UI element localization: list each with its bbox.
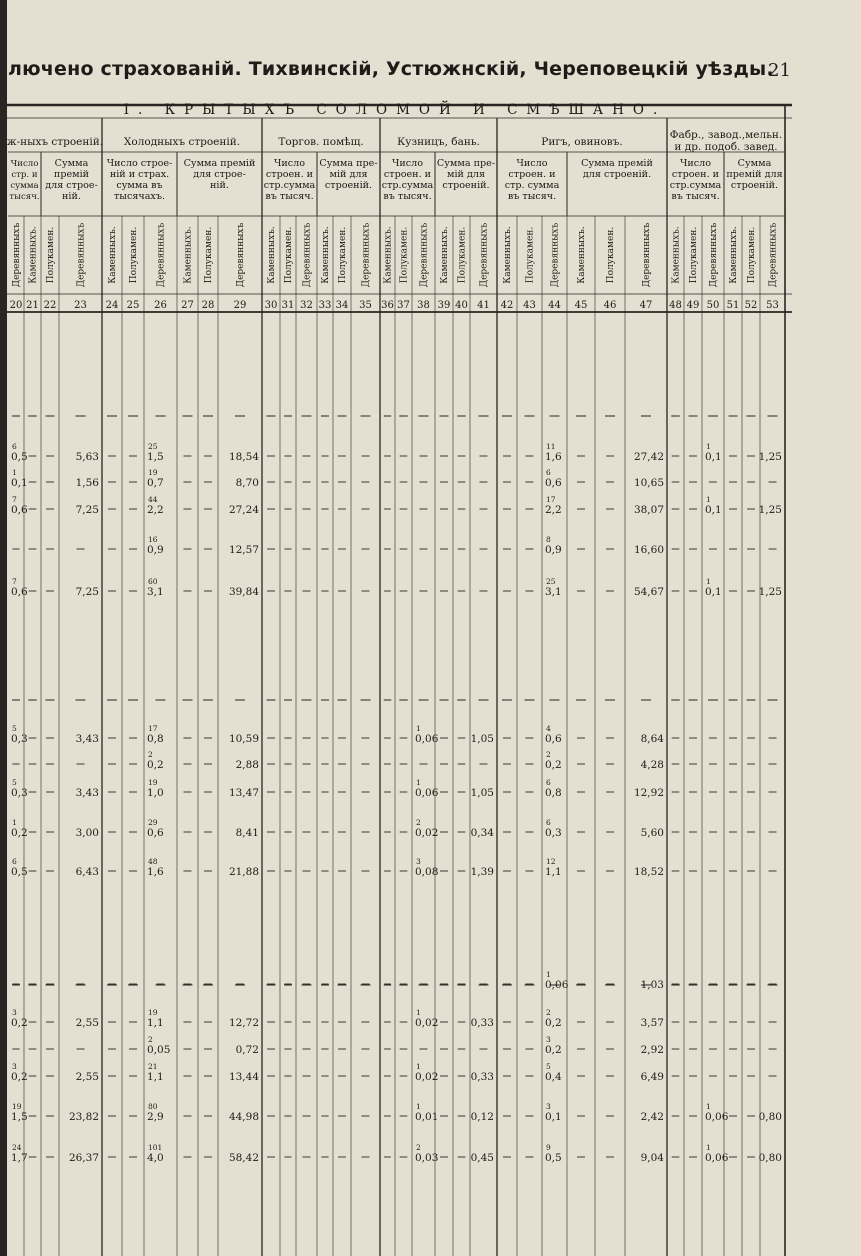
cell-count: 1 bbox=[416, 1008, 421, 1017]
subgroup-header: стр.сумма bbox=[669, 180, 722, 191]
cell-value: 3,43 bbox=[75, 787, 99, 799]
column-number: 53 bbox=[766, 300, 779, 311]
cell-count: 1 bbox=[706, 495, 711, 504]
subgroup-header: Число bbox=[516, 158, 548, 169]
cell-value: 2,2 bbox=[147, 504, 164, 516]
cell-value: 1,1 bbox=[147, 1071, 164, 1083]
cell-count: 80 bbox=[148, 1102, 158, 1111]
cell-count: 24 bbox=[12, 1143, 22, 1152]
cell-count: 2 bbox=[546, 750, 551, 759]
cell-value: 0,1 bbox=[705, 586, 722, 598]
cell-value: 16,60 bbox=[633, 544, 664, 556]
cell-value: 0,2 bbox=[545, 1044, 562, 1056]
cell-value: 0,3 bbox=[11, 733, 28, 745]
cell-count: 1 bbox=[706, 1102, 711, 1111]
cell-value: 9,04 bbox=[640, 1152, 664, 1164]
cell-count: 3 bbox=[416, 857, 421, 866]
cell-count: 2 bbox=[416, 1143, 421, 1152]
cell-count: 6 bbox=[546, 818, 551, 827]
subgroup-header: для строе- bbox=[193, 169, 246, 180]
cell-count: 2 bbox=[148, 750, 153, 759]
subgroup-header: сумма bbox=[10, 181, 39, 191]
page-number: 21 bbox=[768, 60, 791, 81]
subgroup-header: стр. сумма bbox=[504, 180, 560, 191]
material-header: Каменныхъ. bbox=[729, 226, 739, 284]
cell-value: 26,37 bbox=[68, 1152, 99, 1164]
column-number: 27 bbox=[181, 300, 194, 311]
cell-value: 0,6 bbox=[545, 733, 562, 745]
material-header: Каменныхъ. bbox=[577, 226, 587, 284]
cell-value: 0,5 bbox=[545, 1152, 562, 1164]
cell-value: 2,2 bbox=[545, 504, 562, 516]
column-number: 28 bbox=[201, 300, 215, 311]
cell-value: 0,06 bbox=[415, 733, 439, 745]
cell-value: 0,2 bbox=[11, 1071, 28, 1083]
material-header: Деревянныхъ bbox=[156, 222, 167, 288]
column-number: 49 bbox=[686, 300, 700, 311]
cell-count: 7 bbox=[12, 577, 17, 586]
cell-value: 1,5 bbox=[147, 451, 164, 463]
material-header: Каменныхъ. bbox=[383, 226, 394, 284]
subgroup-header: тысячахъ. bbox=[114, 191, 165, 202]
cell-value: 0,1 bbox=[705, 504, 722, 516]
subgroup-header: премій для bbox=[726, 169, 783, 180]
subgroup-header: Число bbox=[391, 158, 424, 169]
subgroup-header: строен. и bbox=[671, 169, 720, 180]
column-number: 20 bbox=[9, 300, 23, 311]
cell-count: 12 bbox=[546, 857, 556, 866]
cell-value: 0,5 bbox=[11, 866, 28, 878]
cell-count: 1 bbox=[706, 577, 711, 586]
subgroup-header: стр.сумма bbox=[381, 180, 434, 191]
cell-value: 0,7 bbox=[147, 477, 164, 489]
cell-count: 3 bbox=[546, 1102, 551, 1111]
subgroup-header: Число bbox=[10, 159, 39, 169]
cell-value: 6,43 bbox=[75, 866, 99, 878]
material-header: Каменныхъ. bbox=[671, 226, 682, 284]
subgroup-header: въ тысяч. bbox=[265, 191, 314, 202]
column-number: 38 bbox=[417, 300, 430, 311]
subgroup-header: строен. и bbox=[265, 169, 314, 180]
column-number: 39 bbox=[437, 300, 451, 311]
cell-count: 6 bbox=[12, 857, 17, 866]
subgroup-header: строеній. bbox=[324, 180, 373, 191]
cell-count: 1 bbox=[706, 1143, 711, 1152]
cell-value: 0,6 bbox=[11, 504, 28, 516]
cell-value: 0,1 bbox=[545, 1111, 562, 1123]
cell-value: 8,70 bbox=[235, 477, 259, 489]
material-header: Каменныхъ. bbox=[503, 226, 513, 284]
material-header: Деревянныхъ bbox=[479, 222, 490, 288]
material-header: Деревянныхъ bbox=[550, 222, 561, 288]
subgroup-header: строен. и bbox=[508, 169, 556, 180]
cell-value: 12,57 bbox=[228, 544, 259, 556]
group-header: и др. подоб. завед. bbox=[674, 141, 778, 153]
cell-value: 0,80 bbox=[758, 1111, 782, 1123]
material-header: Каменныхъ. bbox=[108, 226, 118, 284]
column-number: 45 bbox=[574, 300, 588, 311]
cell-value: 0,3 bbox=[545, 827, 562, 839]
material-header: Полукамен. bbox=[457, 226, 468, 284]
cell-value: 3,00 bbox=[75, 827, 99, 839]
cell-value: 21,88 bbox=[228, 866, 259, 878]
cell-value: 44,98 bbox=[228, 1111, 259, 1123]
cell-count: 11 bbox=[546, 442, 556, 451]
subgroup-header: Число строе- bbox=[106, 158, 173, 169]
cell-count: 5 bbox=[12, 724, 17, 733]
subgroup-header: въ тысяч. bbox=[383, 191, 432, 202]
subgroup-header: Сумма премій bbox=[183, 158, 256, 169]
column-number: 36 bbox=[381, 300, 394, 311]
cell-count: 17 bbox=[546, 495, 556, 504]
material-header: Полукамен. bbox=[525, 226, 536, 284]
cell-value: 27,42 bbox=[633, 451, 664, 463]
material-header: Полукамен. bbox=[46, 226, 56, 284]
cell-value: 0,12 bbox=[470, 1111, 494, 1123]
cell-count: 21 bbox=[148, 1062, 158, 1071]
cell-count: 6 bbox=[546, 468, 551, 477]
cell-value: 2,55 bbox=[75, 1071, 99, 1083]
subgroup-header: стр. и bbox=[11, 170, 38, 180]
cell-count: 6 bbox=[546, 778, 551, 787]
material-header: Каменныхъ. bbox=[321, 226, 331, 284]
cell-value: 0,2 bbox=[147, 759, 164, 771]
cell-value: 58,42 bbox=[228, 1152, 259, 1164]
column-number: 42 bbox=[500, 300, 514, 311]
material-header: Полукамен. bbox=[204, 226, 214, 284]
subgroup-header: ній. bbox=[62, 191, 81, 202]
cell-value: 0,1 bbox=[11, 477, 28, 489]
cell-value: 18,54 bbox=[228, 451, 259, 463]
cell-value: 1,05 bbox=[470, 787, 494, 799]
subgroup-header: Сумма пре- bbox=[319, 158, 378, 169]
column-number: 48 bbox=[669, 300, 682, 311]
cell-value: 8,64 bbox=[640, 733, 664, 745]
cell-count: 5 bbox=[12, 778, 17, 787]
subgroup-header: премій bbox=[53, 169, 90, 180]
cell-value: 0,8 bbox=[147, 733, 164, 745]
column-number: 35 bbox=[359, 300, 372, 311]
cell-count: 1 bbox=[416, 1062, 421, 1071]
cell-value: 2,42 bbox=[640, 1111, 664, 1123]
column-number: 22 bbox=[43, 300, 57, 311]
material-header: Деревянныхъ bbox=[642, 222, 652, 288]
cell-value: 0,6 bbox=[545, 477, 562, 489]
cell-value: 3,1 bbox=[545, 586, 562, 598]
cell-count: 17 bbox=[148, 724, 158, 733]
subgroup-header: строеній. bbox=[442, 180, 490, 191]
cell-value: 0,33 bbox=[470, 1071, 494, 1083]
material-header: Деревянныхъ bbox=[76, 222, 87, 288]
cell-value: 0,9 bbox=[545, 544, 562, 556]
material-header: Каменныхъ. bbox=[28, 226, 39, 284]
cell-value: 0,2 bbox=[11, 827, 28, 839]
column-number: 31 bbox=[281, 300, 295, 311]
subgroup-header: тысяч. bbox=[9, 192, 40, 202]
column-number: 37 bbox=[397, 300, 410, 311]
column-number: 34 bbox=[335, 300, 349, 311]
cell-count: 19 bbox=[148, 468, 158, 477]
cell-count: 3 bbox=[12, 1062, 17, 1071]
material-header: Каменныхъ. bbox=[267, 226, 277, 284]
material-header: Каменныхъ. bbox=[183, 226, 194, 284]
cell-value: 18,52 bbox=[633, 866, 664, 878]
material-header: Полукамен. bbox=[689, 226, 699, 284]
cell-value: 0,06 bbox=[415, 787, 439, 799]
cell-value: 7,25 bbox=[75, 504, 99, 516]
column-number: 23 bbox=[74, 300, 87, 311]
material-header: Деревянныхъ bbox=[361, 222, 372, 288]
subgroup-header: сумма въ bbox=[116, 180, 163, 191]
material-header: Деревянныхъ bbox=[419, 222, 430, 288]
cell-value: 2,92 bbox=[640, 1044, 664, 1056]
cell-value: 1,6 bbox=[147, 866, 164, 878]
material-header: Полукамен. bbox=[606, 226, 616, 284]
cell-count: 101 bbox=[148, 1143, 163, 1152]
subgroup-header: для строе- bbox=[45, 180, 98, 191]
cell-value: 23,82 bbox=[68, 1111, 99, 1123]
cell-value: 1,03 bbox=[640, 979, 664, 991]
cell-value: 0,01 bbox=[415, 1111, 439, 1123]
group-header: Холодныхъ строеній. bbox=[123, 136, 241, 148]
cell-value: 0,5 bbox=[11, 451, 28, 463]
cell-value: 2,88 bbox=[235, 759, 259, 771]
cell-value: 0,9 bbox=[147, 544, 164, 556]
cell-value: 1,25 bbox=[758, 504, 782, 516]
cell-count: 5 bbox=[546, 1062, 551, 1071]
cell-value: 0,8 bbox=[545, 787, 562, 799]
cell-count: 60 bbox=[148, 577, 158, 586]
cell-value: 4,28 bbox=[640, 759, 664, 771]
cell-value: 0,72 bbox=[235, 1044, 259, 1056]
cell-count: 1 bbox=[546, 970, 551, 979]
cell-count: 19 bbox=[148, 778, 158, 787]
cell-value: 0,6 bbox=[11, 586, 28, 598]
subgroup-header: въ тысяч. bbox=[671, 191, 720, 202]
column-number: 44 bbox=[548, 300, 561, 311]
cell-value: 1,1 bbox=[147, 1017, 164, 1029]
subgroup-header: строеній. bbox=[730, 180, 779, 191]
cell-value: 0,02 bbox=[415, 827, 439, 839]
cell-count: 4 bbox=[546, 724, 551, 733]
subgroup-header: Сумма пре- bbox=[436, 158, 496, 169]
material-header: Деревянныхъ bbox=[236, 222, 246, 288]
cell-value: 1,05 bbox=[470, 733, 494, 745]
cell-value: 0,05 bbox=[147, 1044, 171, 1056]
cell-value: 0,08 bbox=[415, 866, 439, 878]
cell-count: 44 bbox=[148, 495, 158, 504]
material-header: Полукамен. bbox=[747, 226, 757, 284]
cell-value: 38,07 bbox=[633, 504, 664, 516]
cell-count: 1 bbox=[416, 778, 421, 787]
cell-count: 1 bbox=[706, 442, 711, 451]
cell-count: 1 bbox=[416, 1102, 421, 1111]
subgroup-header: Сумма bbox=[737, 158, 772, 169]
cell-count: 16 bbox=[148, 535, 158, 544]
cell-value: 1,5 bbox=[11, 1111, 28, 1123]
subgroup-header: для строеній. bbox=[582, 169, 652, 180]
group-header: Ригъ, овиновъ. bbox=[541, 136, 623, 148]
cell-count: 3 bbox=[12, 1008, 17, 1017]
cell-value: 2,9 bbox=[147, 1111, 164, 1123]
cell-count: 3 bbox=[546, 1035, 551, 1044]
cell-count: 25 bbox=[546, 577, 556, 586]
column-number: 24 bbox=[105, 300, 119, 311]
cell-value: 0,80 bbox=[758, 1152, 782, 1164]
cell-value: 0,06 bbox=[705, 1152, 729, 1164]
cell-value: 12,92 bbox=[633, 787, 664, 799]
group-header: Торгов. помѣщ. bbox=[278, 136, 364, 148]
column-number: 32 bbox=[300, 300, 313, 311]
cell-value: 2,55 bbox=[75, 1017, 99, 1029]
cell-value: 1,39 bbox=[470, 866, 494, 878]
material-header: Полукамен. bbox=[399, 226, 410, 284]
cell-value: 0,45 bbox=[470, 1152, 494, 1164]
cell-value: 1,25 bbox=[758, 586, 782, 598]
cell-value: 0,03 bbox=[415, 1152, 439, 1164]
cell-value: 1,1 bbox=[545, 866, 562, 878]
cell-value: 39,84 bbox=[228, 586, 259, 598]
cell-value: 1,56 bbox=[75, 477, 99, 489]
cell-count: 1 bbox=[12, 818, 17, 827]
cell-count: 19 bbox=[12, 1102, 22, 1111]
cell-count: 2 bbox=[148, 1035, 153, 1044]
cell-value: 5,63 bbox=[75, 451, 99, 463]
cell-count: 1 bbox=[12, 468, 17, 477]
cell-value: 0,2 bbox=[545, 1017, 562, 1029]
cell-value: 0,33 bbox=[470, 1017, 494, 1029]
material-header: Полукамен. bbox=[338, 226, 348, 284]
material-header: Деревянныхъ bbox=[302, 222, 313, 288]
subgroup-header: ній. bbox=[210, 180, 229, 191]
subgroup-header: мій для bbox=[329, 169, 368, 180]
column-number: 33 bbox=[318, 300, 332, 311]
subgroup-header: въ тысяч. bbox=[507, 191, 557, 202]
cell-value: 0,3 bbox=[11, 787, 28, 799]
cell-value: 13,44 bbox=[228, 1071, 259, 1083]
cell-count: 7 bbox=[12, 495, 17, 504]
material-header: Деревянныхъ bbox=[12, 222, 22, 288]
cell-count: 8 bbox=[546, 535, 551, 544]
column-number: 30 bbox=[264, 300, 278, 311]
section-title: I. КРЫТЫХЪ СОЛОМОЙ И СМѢШАНО. bbox=[123, 102, 667, 118]
cell-count: 2 bbox=[546, 1008, 551, 1017]
cell-value: 6,49 bbox=[640, 1071, 664, 1083]
material-header: Полукамен. bbox=[129, 226, 139, 284]
cell-count: 25 bbox=[148, 442, 158, 451]
cell-value: 0,1 bbox=[705, 451, 722, 463]
material-header: Каменныхъ. bbox=[440, 226, 450, 284]
cell-value: 3,43 bbox=[75, 733, 99, 745]
group-header: ж-ныхъ строеній. bbox=[6, 136, 104, 148]
cell-value: 7,25 bbox=[75, 586, 99, 598]
cell-count: 19 bbox=[148, 1008, 158, 1017]
cell-count: 1 bbox=[416, 724, 421, 733]
cell-value: 1,7 bbox=[11, 1152, 28, 1164]
cell-value: 0,2 bbox=[11, 1017, 28, 1029]
group-header: Фабр., завод.,мельн. bbox=[669, 129, 783, 141]
cell-value: 0,02 bbox=[415, 1017, 439, 1029]
subgroup-header: Сумма bbox=[54, 158, 89, 169]
cell-count: 2 bbox=[416, 818, 421, 827]
cell-value: 13,47 bbox=[228, 787, 259, 799]
cell-value: 8,41 bbox=[235, 827, 259, 839]
cell-value: 12,72 bbox=[228, 1017, 259, 1029]
cell-value: 5,60 bbox=[640, 827, 664, 839]
cell-value: 1,25 bbox=[758, 451, 782, 463]
subgroup-header: ній и страх. bbox=[109, 169, 170, 180]
column-number: 46 bbox=[603, 300, 617, 311]
subgroup-header: мій для bbox=[446, 169, 486, 180]
cell-value: 3,1 bbox=[147, 586, 164, 598]
cell-value: 0,02 bbox=[415, 1071, 439, 1083]
column-number: 26 bbox=[154, 300, 167, 311]
subgroup-header: строен. и bbox=[383, 169, 432, 180]
cell-value: 0,4 bbox=[545, 1071, 562, 1083]
column-number: 47 bbox=[639, 300, 653, 311]
subgroup-header: Число bbox=[679, 158, 712, 169]
cell-count: 48 bbox=[148, 857, 158, 866]
cell-value: 0,06 bbox=[705, 1111, 729, 1123]
cell-value: 10,59 bbox=[228, 733, 259, 745]
column-number: 29 bbox=[233, 300, 247, 311]
cell-value: 0,2 bbox=[545, 759, 562, 771]
cell-value: 54,67 bbox=[633, 586, 664, 598]
material-header: Полукамен. bbox=[284, 226, 294, 284]
page-title: лючено страхованій. Тихвинскій, Устюжнскій, Череповецкій уѣзды. bbox=[8, 58, 774, 80]
cell-value: 1,6 bbox=[545, 451, 562, 463]
column-number: 25 bbox=[126, 300, 140, 311]
column-number: 43 bbox=[523, 300, 536, 311]
cell-value: 27,24 bbox=[228, 504, 259, 516]
material-header: Деревянныхъ bbox=[709, 222, 719, 288]
material-header: Деревянныхъ bbox=[768, 222, 779, 288]
cell-value: 0,34 bbox=[470, 827, 494, 839]
subgroup-header: Число bbox=[273, 158, 306, 169]
column-number: 51 bbox=[726, 300, 740, 311]
cell-value: 4,0 bbox=[147, 1152, 164, 1164]
cell-value: 0,6 bbox=[147, 827, 164, 839]
group-header: Кузницъ, бань. bbox=[397, 136, 480, 148]
subgroup-header: Сумма премій bbox=[581, 158, 653, 169]
cell-value: 10,65 bbox=[633, 477, 664, 489]
subgroup-header: стр.сумма bbox=[263, 180, 316, 191]
column-number: 50 bbox=[706, 300, 720, 311]
column-number: 21 bbox=[26, 300, 39, 311]
cell-value: 3,57 bbox=[640, 1017, 664, 1029]
column-number: 41 bbox=[477, 300, 490, 311]
cell-value: 0,06 bbox=[545, 979, 569, 991]
column-number: 40 bbox=[455, 300, 468, 311]
cell-count: 9 bbox=[546, 1143, 551, 1152]
cell-value: 1,0 bbox=[147, 787, 164, 799]
cell-count: 29 bbox=[148, 818, 158, 827]
cell-count: 6 bbox=[12, 442, 17, 451]
column-number: 52 bbox=[744, 300, 758, 311]
